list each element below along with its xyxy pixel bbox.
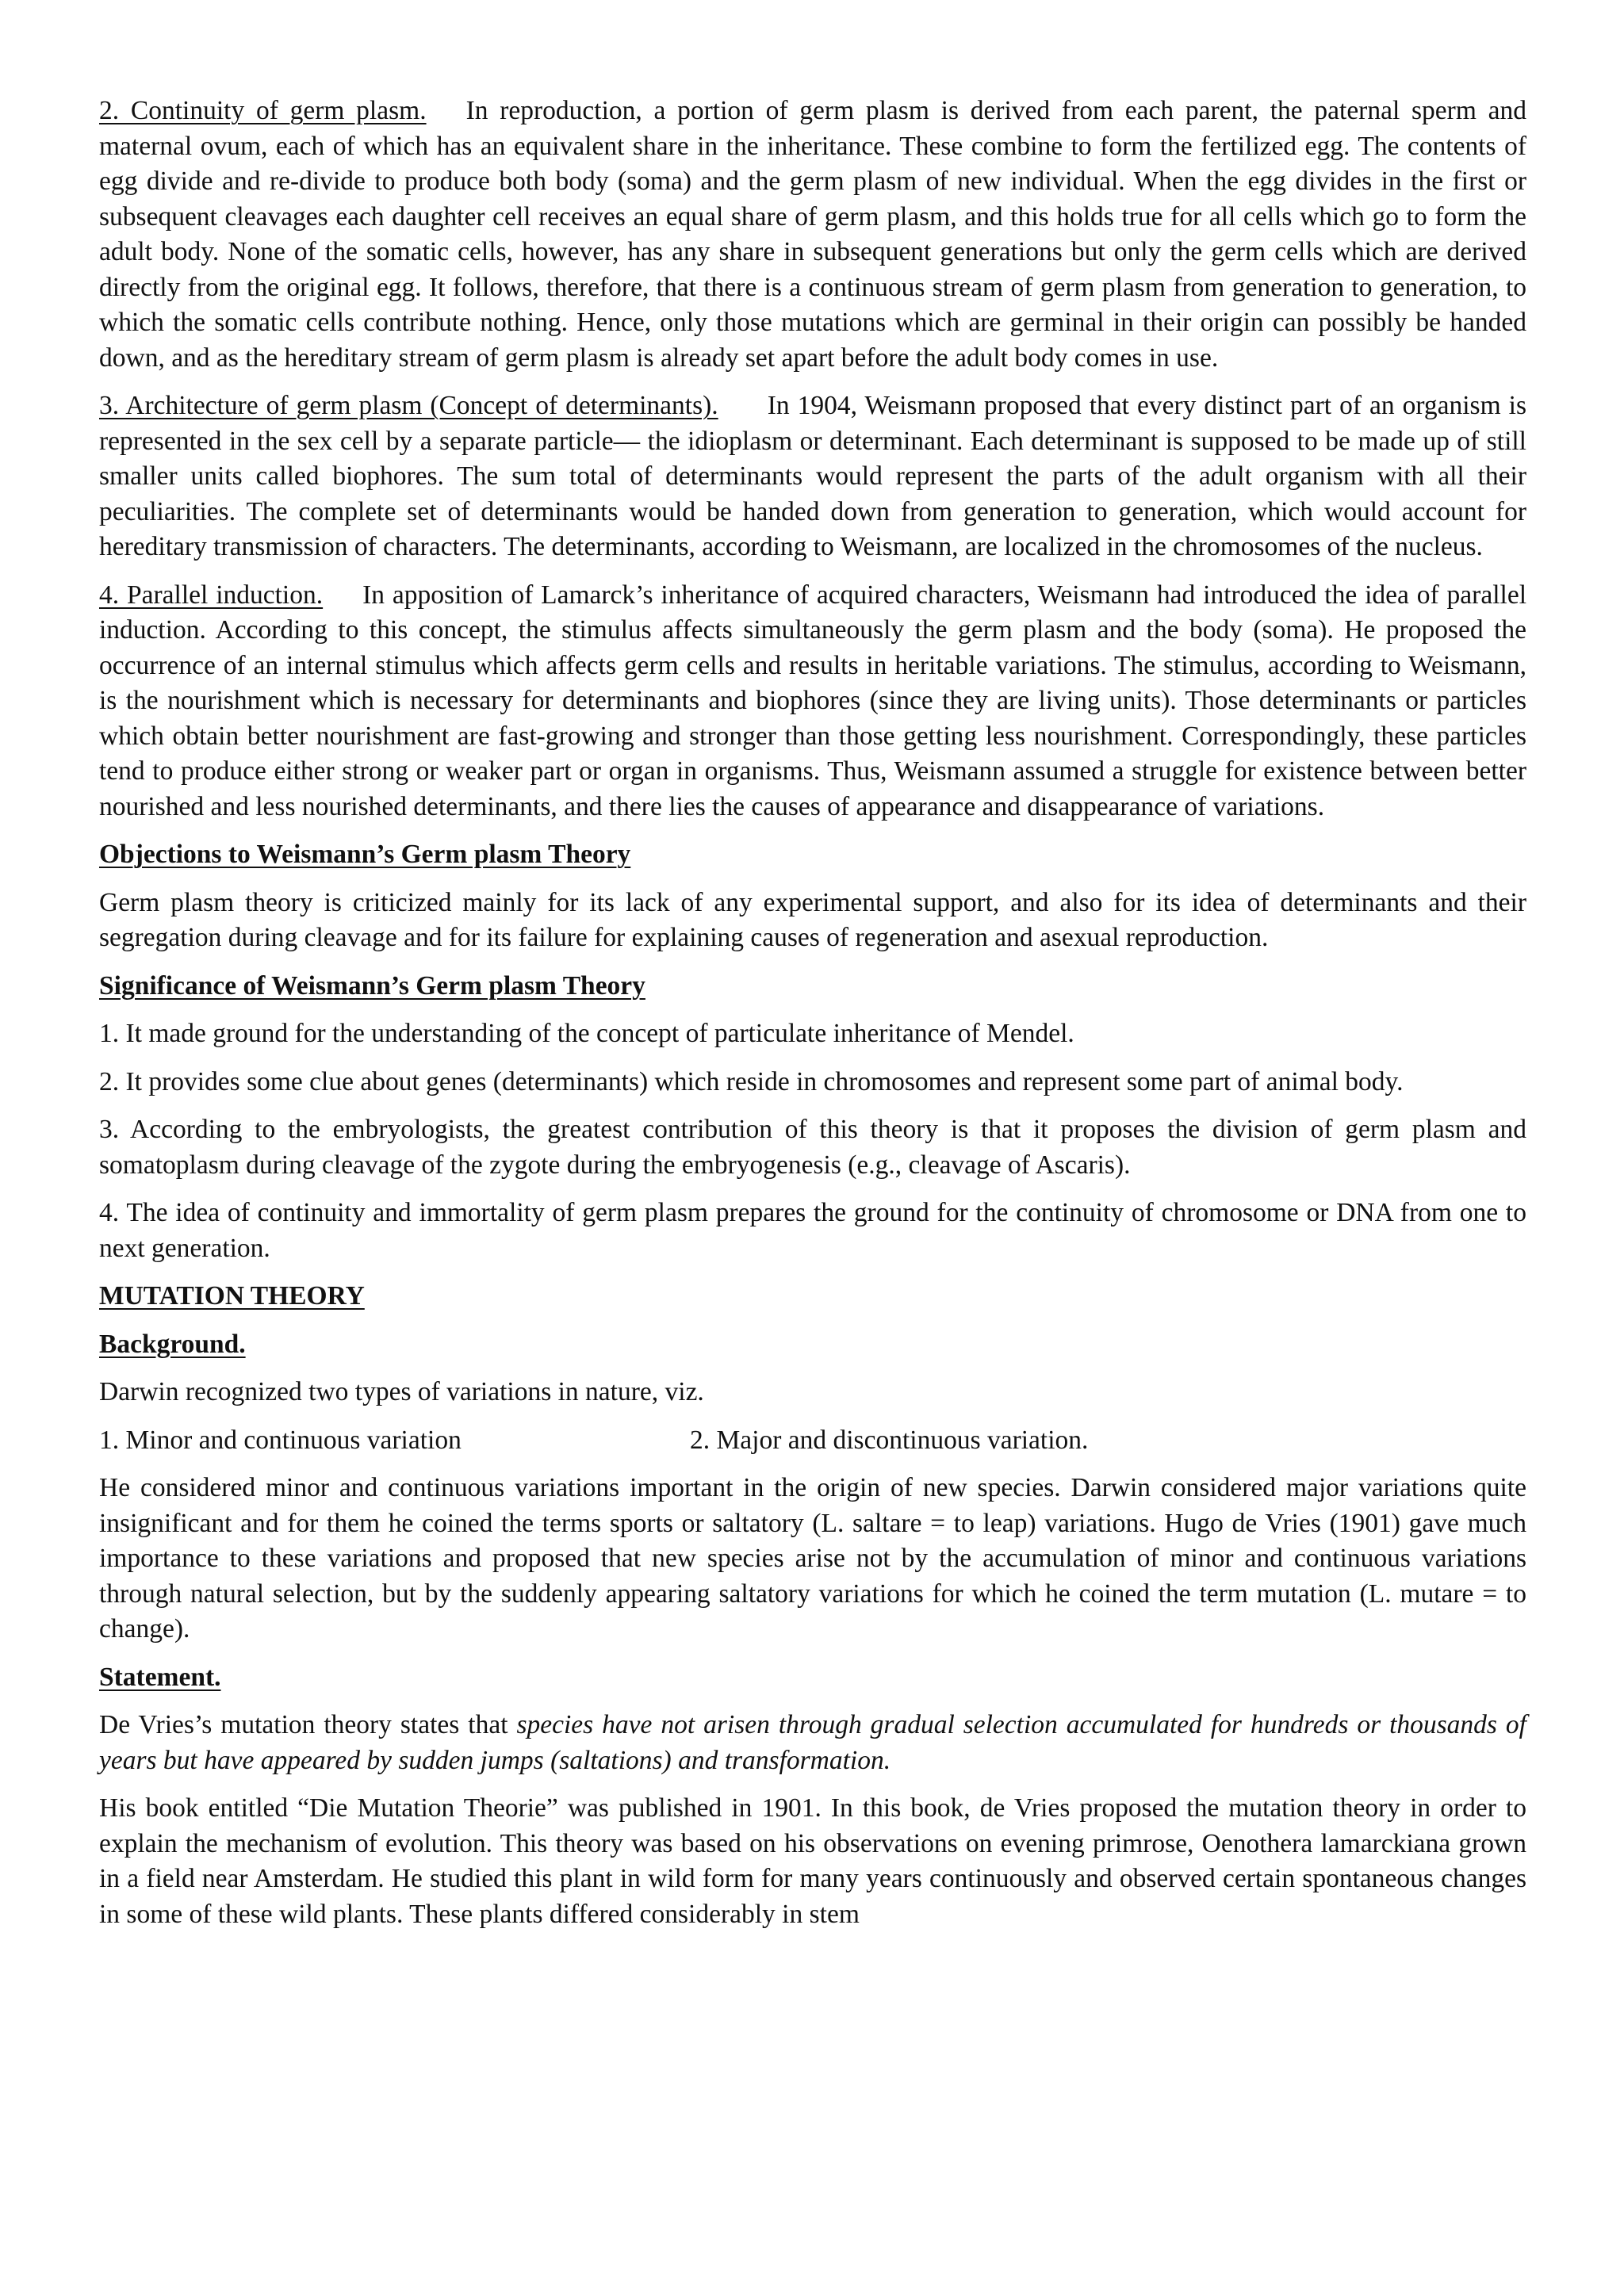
variation-major: 2. Major and discontinuous variation. bbox=[690, 1425, 1089, 1455]
paragraph-text: In apposition of Lamarck’s inheritance of acquired characters, Weismann had introduced the idea of parallel induction. According to this concept, the stimulus affects simultaneously the germ plasm and the body (soma). He proposed the occurrence of an internal stimulus which affects germ cells and results in heritable variations. The stimulus, according to Weismann, is the nourishment which is necessary for determinants and biophores (since they are living units). Those determinants or particles which obtain better nourishment are fast-growing and stronger than those getting less nourishment. Correspondingly, these particles tend to produce either strong or weaker part or organ in organisms. Thus, Weismann assumed a struggle for existence between better nourished and less nourished determinants, and there lies the causes of appearance and disappearance of variations. bbox=[99, 580, 1526, 821]
paragraph-text: In reproduction, a portion of germ plasm is derived from each parent, the paternal sperm and maternal ovum, each of which has an equivalent share in the inheritance. These combine to form the fertilized egg. The contents of egg divide and re-divide to produce both body (soma) and the germ plasm of new individual. When the egg divides in the first or subsequent cleavages each daughter cell receives an equal share of germ plasm, and this holds true for all cells which go to form the adult body. None of the somatic cells, however, has any share in subsequent generations but only the germ cells which are derived directly from the original egg. It follows, therefore, that there is a continuous stream of germ plasm from generation to generation, to which the somatic cells contribute nothing. Hence, only those mutations which are germinal in their origin can possibly be handed down, and as the hereditary stream of germ plasm is already set apart before the adult body comes in use. bbox=[99, 96, 1526, 373]
document-page bbox=[99, 94, 1526, 1945]
significance-point-3: 3. According to the embryologists, the greatest contribution of this theory is that it proposes the division of germ plasm and somatoplasm during cleavage of the zygote during the embryogenesis (e.g., cleavage of Ascaris). bbox=[99, 1115, 1526, 1180]
section-label-architecture: 3. Architecture of germ plasm (Concept of determinants). bbox=[99, 391, 718, 420]
section-label-continuity: 2. Continuity of germ plasm. bbox=[99, 96, 427, 125]
paragraph-background-intro: Darwin recognized two types of variations in nature, viz. bbox=[99, 1377, 704, 1406]
heading-mutation-theory: MUTATION THEORY bbox=[99, 1281, 365, 1311]
paragraph-objections: Germ plasm theory is criticized mainly for its lack of any experimental support, and also for its idea of determinants and their segregation during cleavage and for its failure for explaining causes of regeneration and asexual reproduction. bbox=[99, 887, 1526, 952]
paragraph-statement bbox=[99, 1708, 1526, 1778]
statement-italic: species have not arisen through gradual selection accumulated for hundreds or thousands of years but have appeared by sudden jumps (saltations) and transformation. bbox=[99, 1710, 1526, 1775]
statement-lead: De Vries’s mutation theory states that bbox=[99, 1710, 508, 1739]
section-label-parallel-induction: 4. Parallel induction. bbox=[99, 580, 324, 610]
paragraph-parallel-induction bbox=[99, 578, 1526, 825]
paragraph-background-text: He considered minor and continuous variations important in the origin of new species. Darwin considered major variations quite insignificant and for them he coined the terms sports or saltatory (L. saltare = to leap) variations. Hugo de Vries (1901) gave much importance to these variations and proposed that new species arise not by the accumulation of minor and continuous variations through natural selection, but by the suddenly appearing saltatory variations for which he coined the term mutation (L. mutare = to change). bbox=[99, 1473, 1526, 1644]
variation-minor: 1. Minor and continuous variation bbox=[99, 1425, 462, 1455]
paragraph-germ-architecture bbox=[99, 388, 1526, 565]
heading-statement: Statement. bbox=[99, 1662, 221, 1692]
paragraph-text: In 1904, Weismann proposed that every distinct part of an organism is represented in the sex cell by a separate particle— the idioplasm or determinant. Each determinant is supposed to be made up of still smaller units called biophores. The sum total of determinants would represent the parts of the adult organism with all their peculiarities. The complete set of determinants would be handed down from generation to generation, which would account for hereditary transmission of characters. The determinants, according to Weismann, are localized in the chromosomes of the nucleus. bbox=[99, 391, 1526, 561]
significance-point-2: 2. It provides some clue about genes (determinants) which reside in chromosomes and represent some part of animal body. bbox=[99, 1066, 1404, 1096]
heading-significance: Significance of Weismann’s Germ plasm Theory bbox=[99, 970, 645, 1001]
variation-types bbox=[99, 1423, 1526, 1459]
significance-point-4: 4. The idea of continuity and immortality of germ plasm prepares the ground for the continuity of chromosome or DNA from one to next generation. bbox=[99, 1198, 1526, 1263]
heading-background: Background. bbox=[99, 1329, 246, 1359]
heading-objections: Objections to Weismann’s Germ plasm Theory bbox=[99, 840, 631, 869]
paragraph-book: His book entitled “Die Mutation Theorie” was published in 1901. In this book, de Vries proposed the mutation theory in order to explain the mechanism of evolution. This theory was based on his observations on evening primrose, Oenothera lamarckiana grown in a field near Amsterdam. He studied this plant in wild form for many years continuously and observed certain spontaneous changes in some of these wild plants. These plants differed considerably in stem bbox=[99, 1793, 1526, 1929]
paragraph-germ-continuity bbox=[99, 94, 1526, 376]
significance-point-1: 1. It made ground for the understanding of the concept of particulate inheritance of Mendel. bbox=[99, 1019, 1074, 1048]
